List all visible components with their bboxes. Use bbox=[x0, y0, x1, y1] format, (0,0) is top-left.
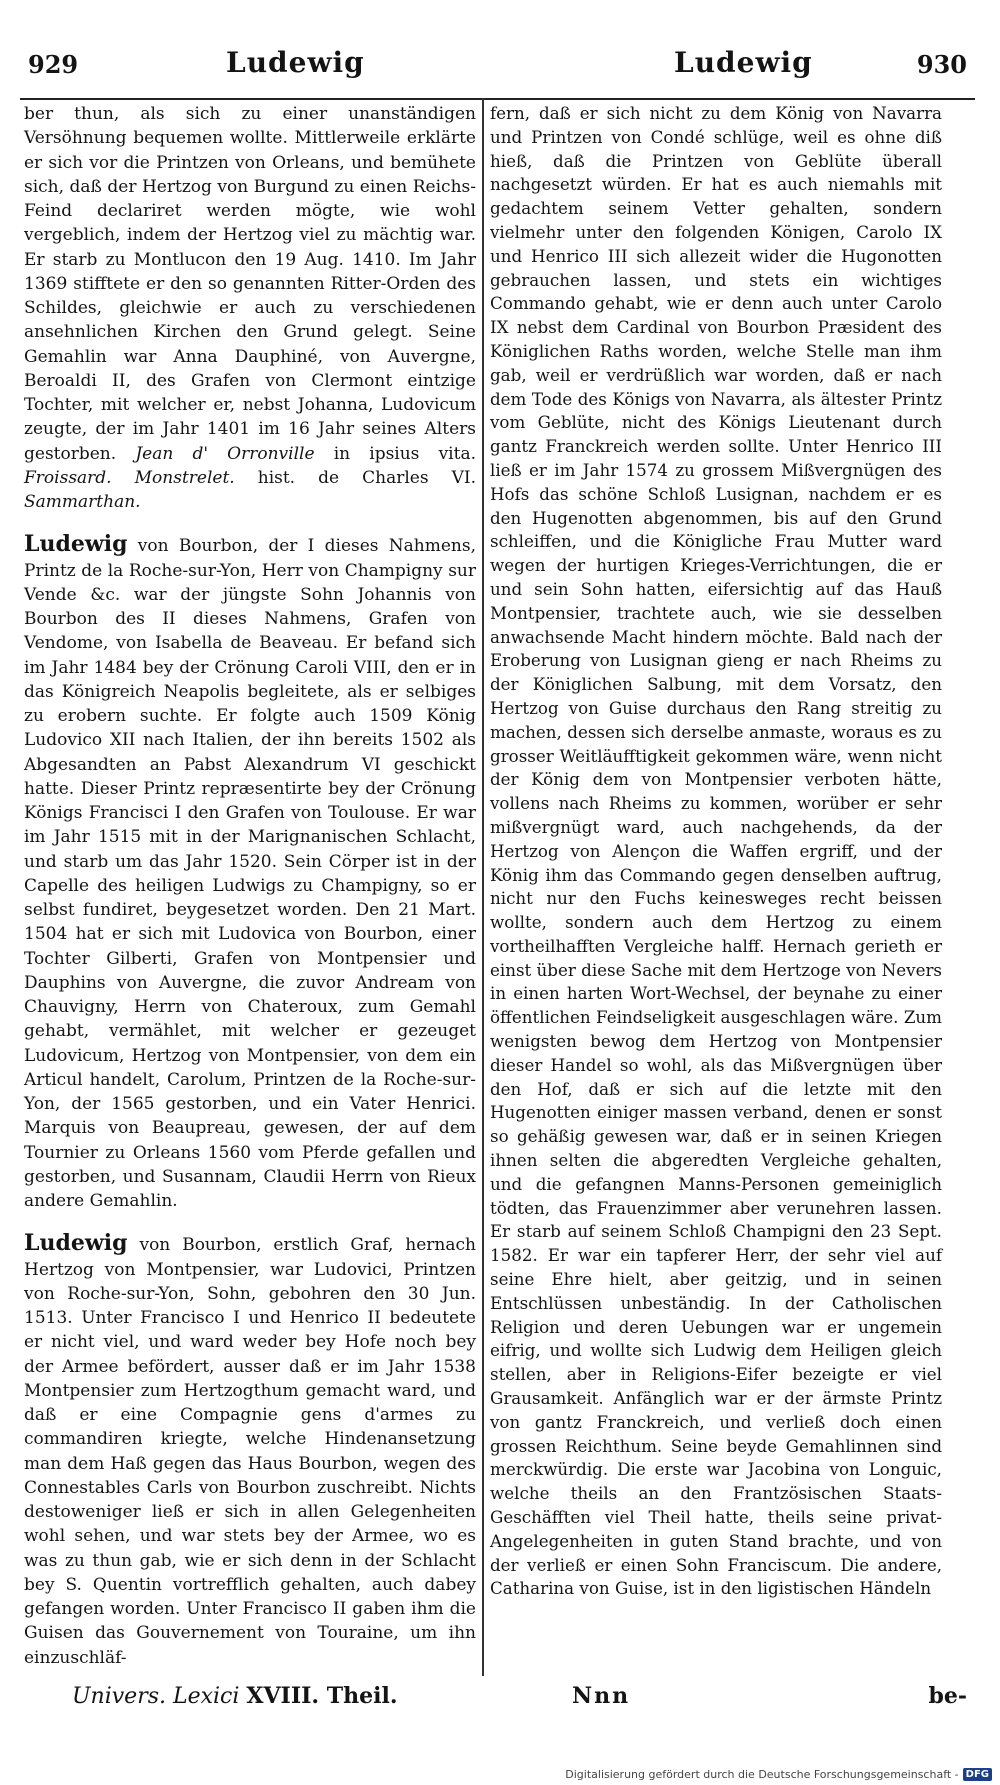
citation: Jean d' Orronville bbox=[135, 443, 315, 464]
dfg-logo: DFG bbox=[963, 1768, 992, 1781]
entry-text: ber thun, als sich zu einer unanständigen Versöhnung bequemen wollte. Mittlerweile erklärte er sich vor die Printzen von Orleans, und bemühete sich, daß der Hertzog von Burgund zu einen Reichs-Feind declariret werden mögte, wie wohl vergeblich, indem der Hertzog viel zu mächtig war. Er starb zu Montlucon den 19 Aug. 1410. Im Jahr 1369 stifftete er den so genannten Ritter-Orden des Schildes, gleichwie er auch zu verschiedenen ansehnlichen Kirchen den Grund gelegt. Seine Gemahlin war Anna Dauphiné, von Auvergne, Beroaldi II, des Grafen von Clermont eintzige Tochter, mit welcher er, nebst Johanna, Ludovicum zeugte, der im Jahr 1401 im 16 Jahr seines Alters gestorben. bbox=[24, 104, 476, 464]
entry-text: von Bourbon, der I dieses Nahmens, Printz de la Roche-sur-Yon, Herr von Champigny sur Vende &c. war der jüngste Sohn Johannis von Bourbon des II dieses Nahmens, Grafen von Vendome, von Isabella de Beaveau. Er befand sich im Jahr 1484 bey der Crönung Caroli VIII, den er in das Königreich Neapolis begleitete, als er selbiges zu erobern suchte. Er folgte auch 1509 König Ludovico XII nach Italien, der ihn bereits 1502 als Abgesandten an Pabst Alexandrum VI geschickt hatte. Dieser Printz repræsentirte bey der Crönung Königs Francisci I den Grafen von Toulouse. Er war im Jahr 1515 mit in der Marignanischen Schlacht, und starb um das Jahr 1520. Sein Cörper ist in der Capelle des heiligen Ludwigs zu Champigny, so er selbst fundiret, beygesetzet worden. Den 21 Mart. 1504 hat er sich mit Ludovica von Bourbon, einer Tochter Gilberti, Grafen von Montpensier und Dauphins von Auvergne, die zuvor Andream von Chauvigny, Herrn von Chateroux, zum Gemahl gehabt, vermählet, mit welcher er gezeuget Ludovicum, Hertzog von Montpensier, von dem ein Articul handelt, Carolum, Printzen de la Roche-sur-Yon, der 1565 gestorben, und ein Vater Henrici. Marquis von Beaupreau, gewesen, der auf dem Tournier zu Orleans 1560 vom Pferde gefallen und gestorben, und Susannam, Claudii Herrn von Rieux andere Gemahlin. bbox=[24, 536, 476, 1211]
page-number-left: 929 bbox=[28, 50, 79, 79]
right-column bbox=[490, 102, 942, 1601]
left-column bbox=[24, 102, 476, 1670]
entry-ludewig-bourbon-1 bbox=[24, 532, 476, 1213]
page-number-right: 930 bbox=[916, 50, 967, 79]
signature-title: Univers. Lexici bbox=[72, 1684, 247, 1709]
entry-continuation: fern, daß er sich nicht zu dem König von Navarra und Printzen von Condé schlüge, weil es ohne diß hieß, daß die Printzen von Geblüte überall nachgesetzt würden. Er hat es auch niemahls mit gedachtem seinem Vetter gehalten, sondern vielmehr unter den folgenden Königen, Carolo IX und Henrico III sich allezeit wider die Hugonotten gebrauchen lassen, und stets ein wichtiges Commando gehabt, wie er denn auch unter Carolo IX nebst dem Cardinal von Bourbon Præsident des Königlichen Raths worden, welche Stelle man ihm gab, weil er verdrüßlich war worden, daß er nach dem Tode des Königs von Navarra, als ältester Printz vom Geblüte, nicht des Königs Lieutenant durch gantz Franckreich werden sollte. Unter Henrico III ließ er im Jahr 1574 zu grossem Mißvergnügen des Hofs das schöne Schloß Lusignan, nachdem er es den Hugenotten abgenommen, bis auf den Grund schleiffen, und die Königliche Frau Mutter ward wegen der hurtigen Krieges-Verrichtungen, die er und sein Sohn hatten, eifersichtig auf das Hauß Montpensier, trachtete auch, wie sie desselben anwachsende Macht hindern möchte. Bald nach der Eroberung von Lusignan gieng er nach Rheims zu der Königlichen Salbung, mit dem Vorsatz, den Hertzog von Guise durchaus den Rang streitig zu machen, dessen sich derselbe anmaste, woraus es zu grosser Weitläufftigkeit gekommen wäre, wenn nicht der König dem von Montpensier verboten hätte, vollens nach Rheims zu kommen, worüber er sehr mißvergnügt ward, auch nachgehends, da der Hertzog von Alençon die Waffen ergriff, und der König ihm das Commando gegen denselben auftrug, nicht nur den Fuchs keinesweges recht beissen wollte, sondern auch dem Hertzog zu einem vortheilhafften Vergleiche halff. Hernach gerieth er einst über diese Sache mit dem Hertzoge von Nevers in einen harten Wort-Wechsel, der beynahe zu einer öffentlichen Feindseligkeit ausgeschlagen wäre. Zum wenigsten bewog dem Hertzog von Montpensier dieser Handel so wohl, als das Mißvergnügen über den Hof, daß er sich auf die letzte mit den Hugenotten einiger massen verband, denen er sonst so gehäßig gewesen war, daß er in seinen Kriegen ihnen selten die abgeredten Vergleiche gehalten, und die gefangnen Manns-Personen gemeiniglich tödten, das Frauenzimmer aber verunehren lassen. Er starb auf seinem Schloß Champigni den 23 Sept. 1582. Er war ein tapferer Herr, der sehr viel auf seine Ehre hielt, aber geitzig, und in seinen Entschlüssen unbeständig. In der Catholischen Religion und deren Uebungen war er ungemein eifrig, und wollte sich Ludwig dem Heiligen gleich stellen, aber in Religions-Eifer bezeigte er viel Grausamkeit. Anfänglich war er der ärmste Printz von gantz Franckreich, und verließ doch einen grossen Reichthum. Seine beyde Gemahlinnen sind merckwürdig. Die erste war Jacobina von Longuic, welche theils an den Frantzösischen Staats-Geschäfften viel Theil hatte, theils seine privat-Angelegenheiten in guten Stand brachte, und von der verließ er einen Sohn Franciscum. Die andere, Catharina von Guise, ist in den ligistischen Händeln bbox=[490, 103, 942, 1599]
signature-line bbox=[72, 1683, 398, 1709]
digitization-text: Digitalisierung gefördert durch die Deutsche Forschungsgemeinschaft - bbox=[565, 1768, 959, 1781]
citation: Froissard. Monstrelet. bbox=[24, 467, 235, 488]
headword: Ludewig bbox=[24, 1230, 128, 1257]
signature-volume: XVIII. Theil. bbox=[246, 1683, 398, 1709]
running-head-left: Ludewig bbox=[226, 46, 365, 79]
page-header bbox=[20, 46, 975, 86]
catchword: be- bbox=[928, 1683, 967, 1709]
citation: Sammarthan. bbox=[24, 492, 141, 512]
page-footer bbox=[20, 1683, 975, 1723]
headword: Ludewig bbox=[24, 531, 128, 558]
entry-ludewig-bourbon-montpensier bbox=[24, 1231, 476, 1670]
running-head-right: Ludewig bbox=[674, 46, 813, 79]
header-rule bbox=[20, 98, 975, 100]
digitization-note bbox=[565, 1768, 992, 1781]
entry-text: von Bourbon, erstlich Graf, hernach Hertzog von Montpensier, war Ludovici, Printzen von Roche-sur-Yon, Sohn, gebohren den 30 Jun. 1513. Unter Francisco I und Henrico II bedeutete er nicht viel, und ward weder bey Hofe noch bey der Armee befördert, ausser daß er im Jahr 1538 Montpensier zum Hertzogthum gemacht ward, und daß er eine Compagnie gens d'armes zu commandiren kriegte, welche Hindenansetzung man dem Haß gegen das Haus Bourbon, wegen des Connestables Carls von Bourbon zuschreibt. Nichts destoweniger ließ er sich in allen Gelegenheiten wohl sehen, und war stets bey der Armee, wo es was zu thun gab, wie er sich denn in der Schlacht bey S. Quentin vortrefflich gehalten, auch dabey gefangen worden. Unter Francisco II gaben ihm die Guisen das Gouvernement von Touraine, um ihn einzuschläf- bbox=[24, 1235, 476, 1668]
column-divider bbox=[482, 98, 484, 1676]
entry-text: in ipsius vita. bbox=[314, 443, 476, 464]
sheet-mark: Nnn bbox=[572, 1683, 631, 1709]
entry-text: hist. de Charles VI. bbox=[234, 467, 476, 488]
entry-continuation bbox=[24, 102, 476, 514]
